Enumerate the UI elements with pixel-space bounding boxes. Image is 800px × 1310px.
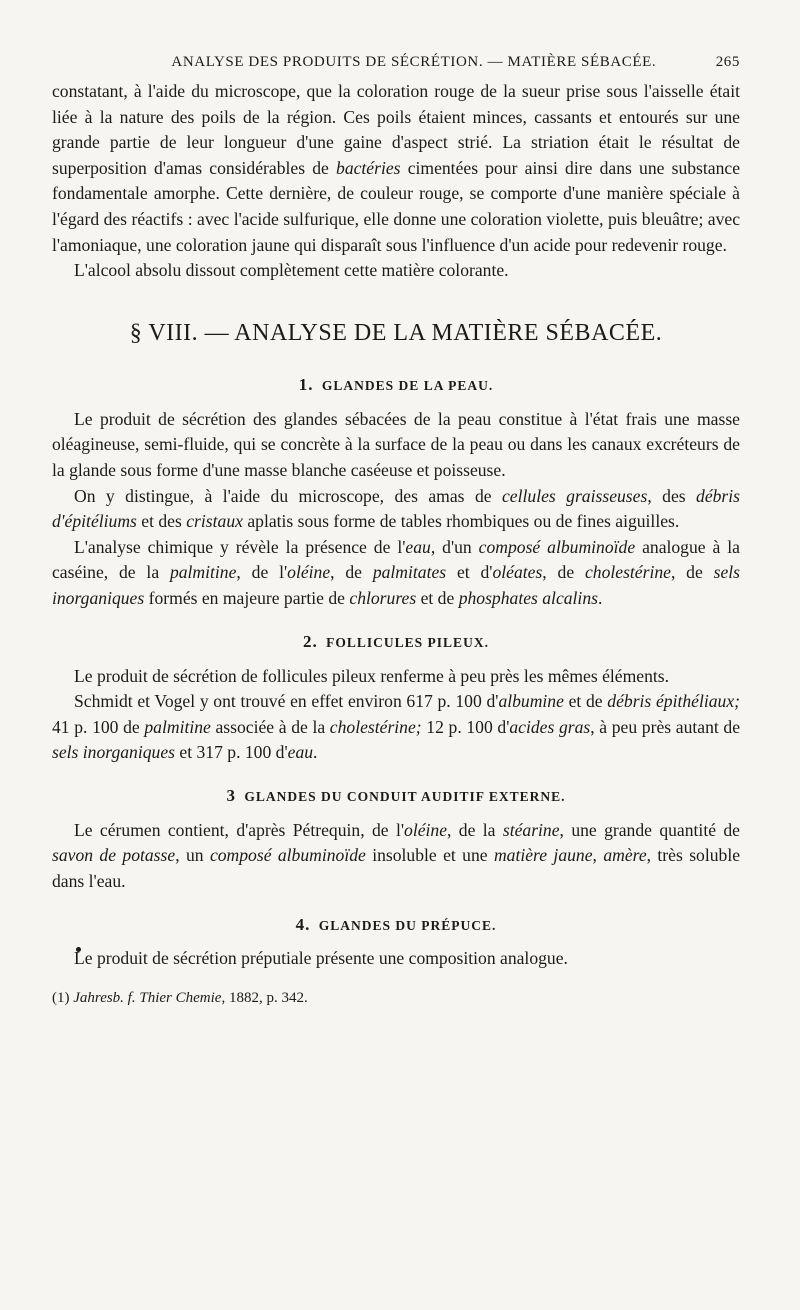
paragraph: Le produit de sécrétion de follicules pileux renferme à peu près les mêmes éléments. <box>74 665 670 686</box>
paragraph: L'analyse chimique y révèle la présence de l'eau, d'un composé albuminoïde analogue à la caséine, de la palmitine, de l'oléine, de palmitates et d'oléates, de cholestérine, de sels inorganiques formés en majeure partie de chlorures et de phosphates alcalins. <box>52 536 741 608</box>
subsection-title: 2. FOLLICULES PILEUX. <box>303 631 489 651</box>
paragraph: Le produit de sécrétion préputiale présente une composition analogue. <box>74 947 568 968</box>
running-head <box>52 54 740 71</box>
paragraph: On y distingue, à l'aide du microscope, des amas de cellules graisseuses, des débris d'épitéliums et des cristaux aplatis sous forme de tables rhombiques ou de fines aiguilles. <box>52 485 741 532</box>
page <box>52 54 740 1009</box>
subsection-title: 1. GLANDES DE LA PEAU. <box>298 374 494 394</box>
section-title: § VIII. — ANALYSE DE LA MATIÈRE SÉBACÉE. <box>129 319 663 346</box>
paragraph: Le cérumen contient, d'après Pétrequin, de l'oléine, de la stéarine, une grande quantité de savon de potasse, un composé albuminoïde insoluble et une matière jaune, amère, très soluble dans l'eau. <box>52 819 741 892</box>
paragraph: Schmidt et Vogel y ont trouvé en effet environ 617 p. 100 d'albumine et de débris épithéliaux; 41 p. 100 de palmitine associée à de la cholestérine; 12 p. 100 d'acides gras, à peu près autant de sels inorganiques et 317 p. 100 d'eau. <box>52 691 741 763</box>
paragraph: Le produit de sécrétion des glandes sébacées de la peau constitue à l'état frais une masse oléagineuse, semi-fluide, qui se concrète à la surface de la peau ou dans les canaux excréteurs de la glande sous forme d'une masse blanche caséeuse et poisseuse. <box>52 408 740 480</box>
subsection-title: 3 GLANDES DU CONDUIT AUDITIF EXTERNE. <box>226 785 566 805</box>
paragraph: L'alcool absolu dissout complètement cette matière colorante. <box>74 260 509 281</box>
footnote: (1) Jahresb. f. Thier Chemie, 1882, p. 342. <box>52 990 308 1007</box>
running-title: ANALYSE DES PRODUITS DE SÉCRÉTION. — MATIÈRE SÉBACÉE. <box>171 54 657 70</box>
page-number: 265 <box>715 54 740 70</box>
paragraph: constatant, à l'aide du microscope, que la coloration rouge de la sueur prise sous l'aisselle était liée à la nature des poils de la région. Ces poils étaient minces, cassants et entourés sur une grande partie de leur longueur d'une gaine d'aspect strié. La striation était le résultat de superposition d'amas considérables de bactéries cimentées pour ainsi dire dans une substance fondamentale amorphe. Cette dernière, de couleur rouge, se comporte d'une manière spéciale à l'égard des réactifs : avec l'acide sulfurique, elle donne une coloration violette, puis bleuâtre; avec l'amoniaque, une coloration jaune qui disparaît sous l'influence d'un acide pour redevenir rouge. <box>52 81 741 255</box>
subsection-title: 4. GLANDES DU PRÉPUCE. <box>295 914 497 934</box>
